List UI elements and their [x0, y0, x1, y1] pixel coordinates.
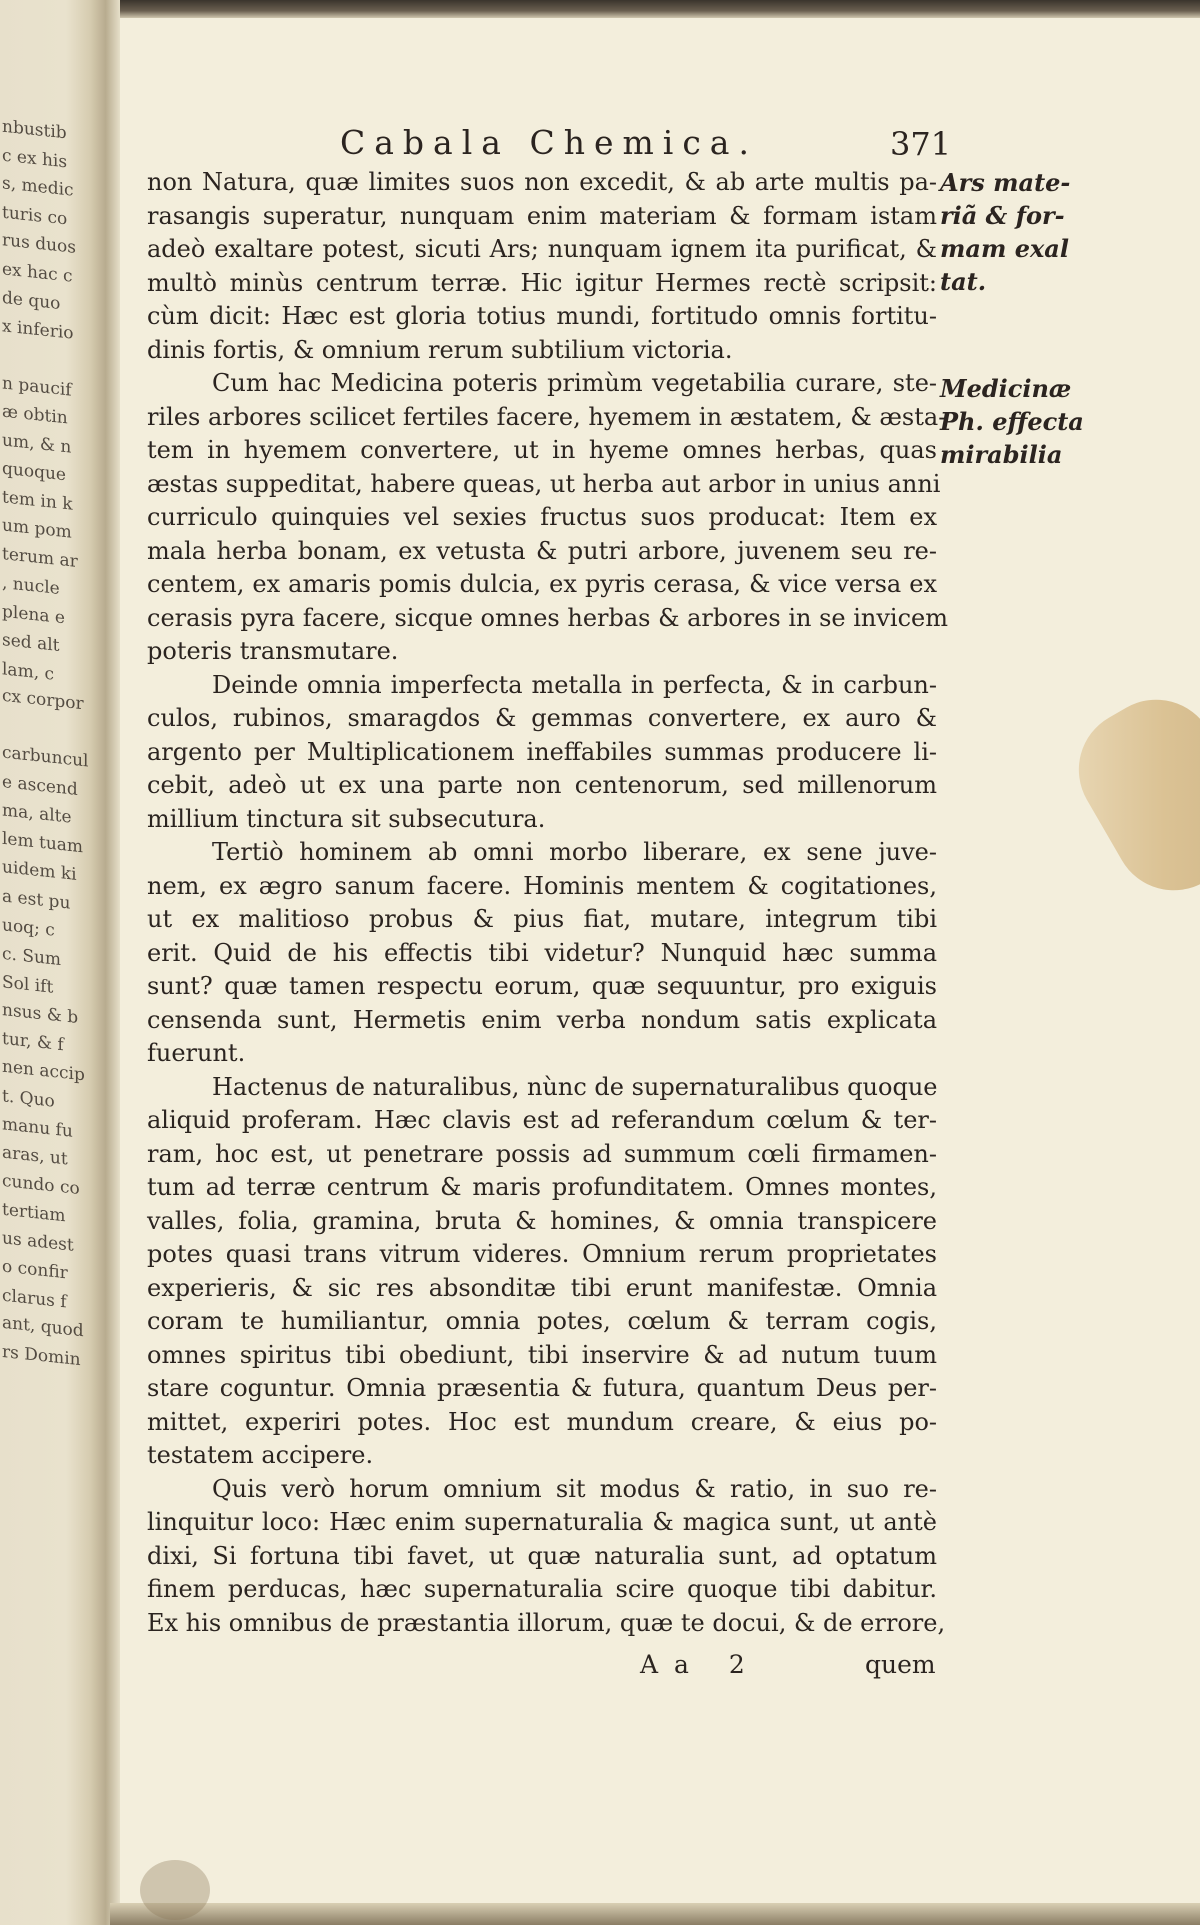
- marginal-note-line: Ars mate-: [940, 168, 1071, 197]
- facing-page-line: sed alt: [2, 629, 60, 657]
- previous-page-gutter: [0, 0, 120, 1925]
- text-line: centem, ex amaris pomis dulcia, ex pyris cerasa, & vice versa ex: [147, 570, 937, 598]
- facing-page-line: lem tuam: [2, 828, 84, 857]
- facing-page-line: c ex his: [2, 145, 68, 172]
- text-line: sunt? quæ tamen respectu eorum, quæ sequuntur, pro exiguis: [147, 972, 937, 1000]
- facing-page-line: ex hac c: [2, 258, 73, 287]
- text-line: Quis verò horum omnium sit modus & ratio, in suo re-: [212, 1474, 937, 1503]
- text-line: Tertiò hominem ab omni morbo liberare, ex sene juve-: [212, 838, 937, 866]
- facing-page-line: s, medic: [2, 173, 74, 201]
- text-line: tem in hyemem convertere, ut in hyeme omnes herbas, quas: [147, 436, 937, 464]
- facing-page-line: e ascend: [2, 771, 78, 800]
- text-line: poteris transmutare.: [147, 637, 399, 665]
- catchword: quem: [865, 1650, 936, 1679]
- text-line: linquitur loco: Hæc enim supernaturalia & magica sunt, ut antè: [147, 1508, 937, 1536]
- text-line: experieris, & sic res absonditæ tibi erunt manifestæ. Omnia: [147, 1273, 937, 1302]
- text-line: cerasis pyra facere, sicque omnes herbas & arbores in se invicem: [147, 603, 948, 632]
- facing-page-line: terum ar: [2, 543, 78, 572]
- text-line: Cum hac Medicina poteris primùm vegetabilia curare, ste-: [212, 369, 937, 397]
- text-line: fuerunt.: [147, 1039, 246, 1067]
- facing-page-line: , nucle: [2, 572, 60, 600]
- facing-page-line: de quo: [2, 287, 61, 315]
- facing-page-line: tur, & f: [2, 1028, 64, 1056]
- facing-page-line: nsus & b: [2, 999, 79, 1028]
- text-line: finem perducas, hæc supernaturalia scire quoque tibi dabitur.: [147, 1575, 937, 1603]
- marginal-note-ars: [940, 166, 1100, 298]
- facing-page-line: cx corpor: [2, 685, 84, 715]
- facing-page-line: um, & n: [2, 429, 72, 458]
- running-head: Cabala Chemica.: [340, 123, 758, 162]
- signature-mark: Aa 2: [640, 1650, 761, 1679]
- facing-page-line: ant, quod: [2, 1312, 84, 1342]
- text-line: dixi, Si fortuna tibi favet, ut quæ naturalia sunt, ad optatum: [147, 1541, 937, 1570]
- text-line: adeò exaltare potest, sicuti Ars; nunquam ignem ita purificat, &: [147, 235, 937, 263]
- facing-page-line: x inferio: [2, 315, 74, 344]
- text-line: riles arbores scilicet fertiles facere, hyemem in æstatem, & æsta-: [147, 402, 947, 431]
- text-line: dinis fortis, & omnium rerum subtilium victoria.: [147, 335, 733, 364]
- facing-page-line: us adest: [2, 1227, 74, 1256]
- marginal-note-line: riã & for-: [940, 201, 1065, 230]
- text-line: coram te humiliantur, omnia potes, cœlum & terram cogis,: [147, 1307, 937, 1335]
- text-line: curriculo quinquies vel sexies fructus suos producat: Item ex: [147, 503, 937, 531]
- facing-page-line: carbuncul: [2, 742, 89, 772]
- text-line: censenda sunt, Hermetis enim verba nondum satis explicata: [147, 1005, 937, 1034]
- facing-page-line: um pom: [2, 515, 72, 543]
- brush-shadow: [1057, 678, 1200, 913]
- text-line: potes quasi trans vitrum videres. Omnium rerum proprietates: [147, 1240, 937, 1268]
- marginal-note-medicina: [940, 372, 1100, 471]
- facing-page-line: rs Domin: [2, 1341, 81, 1370]
- text-line: testatem accipere.: [147, 1441, 374, 1469]
- facing-page-line: manu fu: [2, 1113, 73, 1142]
- text-line: cebit, adeò ut ex una parte non centenorum, sed millenorum: [147, 771, 937, 799]
- facing-page-line: cundo co: [2, 1170, 80, 1199]
- facing-page-line: tem in k: [2, 486, 73, 515]
- text-line: multò minùs centrum terræ. Hic igitur Hermes rectè scripsit:: [147, 268, 937, 297]
- facing-page-line: rus duos: [2, 230, 76, 258]
- text-line: valles, folia, gramina, bruta & homines, & omnia transpicere: [147, 1206, 937, 1235]
- text-line: non Natura, quæ limites suos non excedit, & ab arte multis pa-: [147, 168, 937, 196]
- text-line: mala herba bonam, ex vetusta & putri arbore, juvenem seu re-: [147, 536, 937, 565]
- facing-page-line: c. Sum: [2, 943, 62, 970]
- text-line: rasangis superatur, nunquam enim materiam & formam istam: [147, 201, 937, 230]
- facing-page-line: uoq; c: [2, 915, 55, 941]
- text-line: Deinde omnia imperfecta metalla in perfecta, & in carbun-: [212, 670, 937, 699]
- marginal-note-line: mam exal: [940, 234, 1069, 263]
- facing-page-line: t. Quo: [2, 1086, 55, 1112]
- text-line: stare coguntur. Omnia præsentia & futura, quantum Deus per-: [147, 1374, 937, 1402]
- facing-page-line: aras, ut: [2, 1142, 68, 1170]
- text-line: nem, ex ægro sanum facere. Hominis mentem & cogitationes,: [147, 871, 937, 900]
- facing-page-line: nbustib: [2, 116, 67, 144]
- text-line: aliquid proferam. Hæc clavis est ad referandum cœlum & ter-: [147, 1106, 937, 1134]
- facing-page-line: ma, alte: [2, 800, 72, 828]
- facing-page-line: plena e: [2, 601, 65, 628]
- marginal-note-line: tat.: [940, 267, 987, 296]
- text-line: argento per Multiplicationem ineffabiles summas producere li-: [147, 737, 937, 766]
- text-line: millium tinctura sit subsecutura.: [147, 804, 546, 833]
- text-line: omnes spiritus tibi obediunt, tibi inservire & ad nutum tuum: [147, 1340, 937, 1369]
- text-line: tum ad terræ centrum & maris profunditatem. Omnes montes,: [147, 1173, 937, 1201]
- text-line: erit. Quid de his effectis tibi videtur? Nunquid hæc summa: [147, 938, 937, 967]
- text-line: Hactenus de naturalibus, nùnc de supernaturalibus quoque: [212, 1072, 938, 1101]
- text-line: ram, hoc est, ut penetrare possis ad summum cœli firmamen-: [147, 1139, 937, 1168]
- text-line: cùm dicit: Hæc est gloria totius mundi, fortitudo omnis fortitu-: [147, 302, 937, 330]
- facing-page-line: quoque: [2, 458, 66, 486]
- marginal-note-line: Medicinæ: [940, 374, 1072, 403]
- facing-page-line: clarus f: [2, 1285, 67, 1312]
- text-line: æstas suppeditat, habere queas, ut herba aut arbor in unius anni: [147, 469, 941, 498]
- stain-mark: [140, 1860, 210, 1920]
- facing-page-line: nen accip: [2, 1056, 85, 1085]
- facing-page-line: tertiam: [2, 1199, 66, 1227]
- page-top-edge: [80, 0, 1200, 18]
- facing-page-line: n paucif: [2, 372, 72, 401]
- text-line: Ex his omnibus de præstantia illorum, quæ te docui, & de errore,: [147, 1608, 946, 1637]
- facing-page-line: æ obtin: [2, 401, 68, 429]
- text-line: mittet, experiri potes. Hoc est mundum creare, & eius po-: [147, 1407, 937, 1436]
- text-line: ut ex malitioso probus & pius fiat, mutare, integrum tibi: [147, 905, 937, 933]
- facing-page-line: Sol ift: [2, 972, 54, 998]
- text-line: culos, rubinos, smaragdos & gemmas convertere, ex auro &: [147, 704, 937, 732]
- facing-page-line: turis co: [2, 202, 68, 229]
- body-text: [147, 166, 948, 1640]
- facing-page-line: o confir: [2, 1256, 68, 1284]
- page-bottom-edge: [110, 1903, 1200, 1925]
- facing-page-line: uidem ki: [2, 857, 77, 885]
- marginal-note-line: Ph. effecta: [940, 407, 1084, 436]
- facing-page-line: a est pu: [2, 885, 71, 914]
- facing-page-line: lam, c: [2, 658, 55, 685]
- page-number: 371: [890, 125, 952, 163]
- marginal-note-line: mirabilia: [940, 440, 1063, 469]
